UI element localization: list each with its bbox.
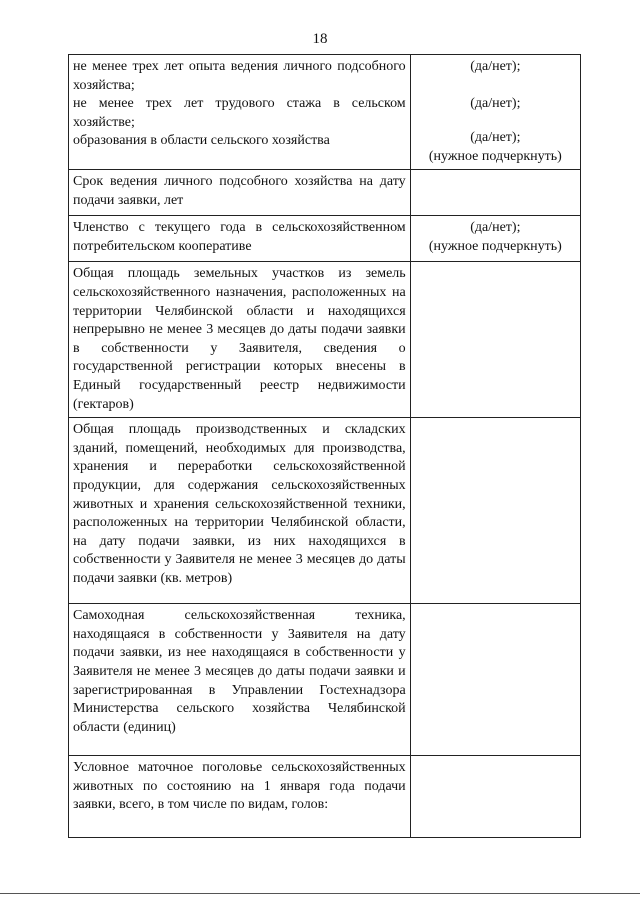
page-bottom-divider (0, 893, 640, 894)
table-row-farming-duration (69, 170, 581, 216)
table-row-cooperative-membership (69, 216, 581, 262)
row-label-text: Общая площадь производственных и складских зданий, помещений, необходимых для производства, хранения и переработки сельскохозяйственной продукции, для содержания сельскохозяйственных животных и хранения сельскохозяйственной техники, расположенных на территории Челябинской области, на дату подачи заявки, из них находящихся в собственности у Заявителя не менее 3 месяцев до даты подачи заявки (кв. метров) (73, 422, 406, 586)
value-underline-note: (нужное подчеркнуть) (428, 148, 562, 164)
row-label-text: Условное маточное поголовье сельскохозяйственных животных по состоянию на 1 января года подачи заявки, всего, в том числе по видам, голов: (73, 760, 406, 813)
value-yes-no: (да/нет); (470, 95, 521, 111)
row-label-cell (69, 216, 411, 262)
row-value-cell (410, 170, 580, 216)
row-label-cell (69, 170, 411, 216)
table-row-buildings-area (69, 418, 581, 604)
row-value-cell (410, 55, 580, 170)
application-form-table (68, 54, 581, 838)
row-value-cell (410, 262, 580, 418)
row-value-cell (410, 604, 580, 756)
row-label-cell (69, 55, 411, 170)
table-row-land-area (69, 262, 581, 418)
row-value-cell (410, 216, 580, 262)
value-yes-no: (да/нет); (470, 130, 521, 146)
row-label-text: Срок ведения личного подсобного хозяйства на дату подачи заявки, лет (73, 174, 406, 208)
row-value-cell (410, 418, 580, 604)
table-row-livestock (69, 756, 581, 838)
value-yes-no: (да/нет); (470, 220, 521, 236)
row-label-cell (69, 418, 411, 604)
value-underline-note: (нужное подчеркнуть) (428, 238, 562, 254)
row-label-cell (69, 262, 411, 418)
row-label-text: Самоходная сельскохозяйственная техника, находящаяся в собственности у Заявителя на дату подачи заявки, из нее находящаяся в собственности у Заявителя не менее 3 месяцев до даты подачи заявки и зарегистрированная в Управлении Гостехнадзора Министерства сельского хозяйства Челябинской области (единиц) (73, 608, 406, 735)
table-row-qualifications (69, 55, 581, 170)
label-line-work-experience: не менее трех лет трудового стажа в сельском хозяйстве; (73, 96, 406, 130)
label-line-education: образования в области сельского хозяйства (73, 133, 330, 149)
label-line-farming-experience: не менее трех лет опыта ведения личного подсобного хозяйства; (73, 59, 406, 93)
row-value-cell (410, 756, 580, 838)
row-label-cell (69, 604, 411, 756)
value-yes-no: (да/нет); (470, 59, 521, 74)
table-row-machinery (69, 604, 581, 756)
row-label-text: Членство с текущего года в сельскохозяйственном потребительском кооперативе (73, 220, 406, 254)
page-number: 18 (312, 31, 328, 47)
row-label-text: Общая площадь земельных участков из земель сельскохозяйственного назначения, расположенных на территории Челябинской области и находящихся непрерывно не менее 3 месяцев до даты подачи заявки в собственности у Заявителя, сведения о государственной регистрации которых внесены в Единый государственный реестр недвижимости (гектаров) (73, 266, 406, 412)
row-label-cell (69, 756, 411, 838)
